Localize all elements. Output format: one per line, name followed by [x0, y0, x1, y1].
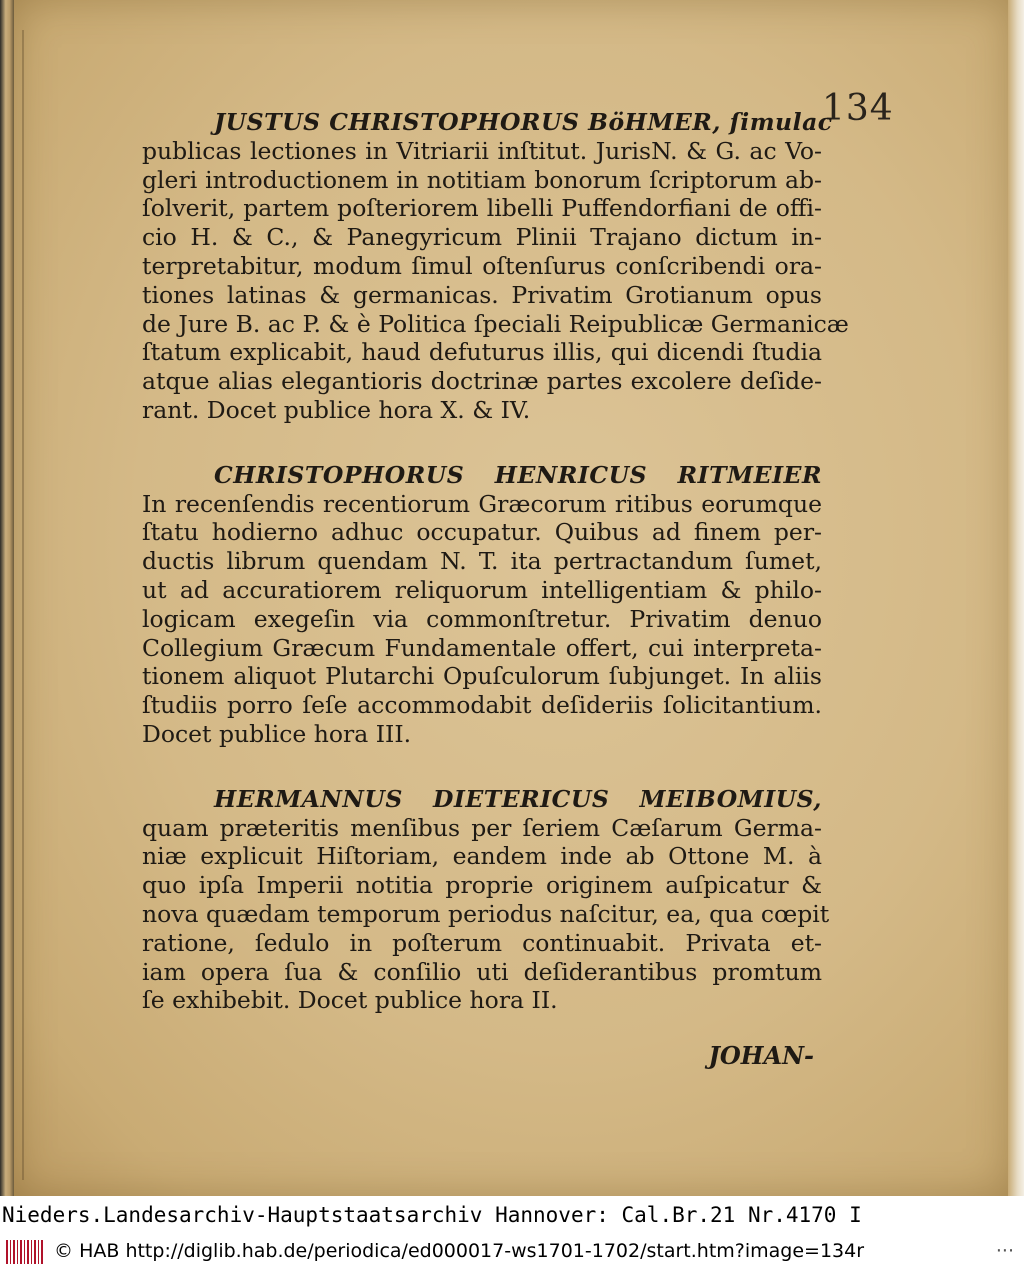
text-line: quo ipſa Imperii notitia proprie originem auſpicatur &	[142, 871, 822, 900]
paragraph-meibomius	[142, 784, 830, 1015]
paragraph-ritmeier	[142, 461, 822, 749]
text-line: ut ad accuratiorem reliquorum intelligentiam & philo-	[142, 575, 822, 604]
text-line: logicam exegeſin via commonſtretur. Privatim denuo	[142, 604, 822, 633]
barcode-icon	[6, 1240, 44, 1264]
text-line: ſe exhibebit. Docet publice hora II.	[142, 986, 558, 1015]
text-line: ſtudiis porro ſeſe accommodabit deſideriis ſolicitantium.	[142, 691, 822, 720]
more-options-icon[interactable]: ···	[995, 1240, 1014, 1262]
document-page	[14, 0, 1010, 1196]
page-edge	[1008, 0, 1024, 1196]
text-line: rant. Docet publice hora X. & IV.	[142, 395, 531, 424]
text-line: ſolverit, partem poſteriorem libelli Puffendorfiani de offi-	[142, 194, 822, 223]
text-line: iam opera ſua & conſilio uti deſiderantibus promtum	[142, 957, 822, 986]
text-line: cio H. & C., & Panegyricum Plinii Trajano dictum in-	[142, 223, 822, 252]
text-line: ratione, ſedulo in poſterum continuabit. Privata et-	[142, 928, 822, 957]
text-line: JUSTUS CHRISTOPHORUS BöHMER, ſimulac	[214, 108, 833, 136]
text-line: de Jure B. ac P. & è Politica ſpeciali Reipublicæ Germanicæ	[142, 309, 849, 338]
text-line: terpretabitur, modum ſimul oſtenſurus conſcribendi ora-	[142, 251, 822, 280]
text-line: tionem aliquot Plutarchi Opuſculorum ſubjunget. In aliis	[142, 662, 822, 691]
archive-signature: Nieders.Landesarchiv-Hauptstaatsarchiv Hannover: Cal.Br.21 Nr.4170 I	[0, 1196, 1024, 1234]
text-line: quam præteritis menſibus per ſeriem Cæſarum Germa-	[142, 813, 822, 842]
text-line: CHRISTOPHORUS HENRICUS RITMEIER	[214, 460, 822, 489]
text-line: atque alias elegantioris doctrinæ partes excolere deſide-	[142, 367, 822, 396]
text-line: ſtatum explicabit, haud defuturus illis, qui dicendi ſtudia	[142, 338, 822, 367]
text-line: Collegium Græcum Fundamentale offert, cui interpreta-	[142, 633, 822, 662]
page-number: 134	[822, 88, 894, 129]
text-line: niæ explicuit Hiſtoriam, eandem inde ab Ottone M. à	[142, 842, 822, 871]
text-line: tiones latinas & germanicas. Privatim Grotianum opus	[142, 280, 822, 309]
binding-fold	[22, 30, 24, 1180]
catchword: JOHAN-	[708, 1041, 814, 1071]
previous-page-edge	[0, 0, 14, 1196]
text-line: nova quædam temporum periodus naſcitur, ea, qua cœpit	[142, 899, 830, 928]
text-line: gleri introductionem in notitiam bonorum ſcriptorum ab-	[142, 165, 822, 194]
text-line: In recenſendis recentiorum Græcorum ritibus eorumque	[142, 489, 822, 518]
paragraph-boehmer	[142, 108, 849, 425]
text-line: ductis librum quendam N. T. ita pertractandum ſumet,	[142, 547, 822, 576]
copyright-bar	[0, 1234, 1024, 1268]
text-line: publicas lectiones in Vitriarii inſtitut. JurisN. & G. ac Vo-	[142, 136, 822, 165]
text-line: HERMANNUS DIETERICUS MEIBOMIUS,	[214, 784, 822, 813]
permalink[interactable]: © HAB http://diglib.hab.de/periodica/ed000017-ws1701-1702/start.htm?image=134r	[54, 1240, 865, 1262]
page-text	[142, 108, 849, 1071]
text-line: ſtatu hodierno adhuc occupatur. Quibus ad finem per-	[142, 518, 822, 547]
text-line: Docet publice hora III.	[142, 719, 412, 748]
